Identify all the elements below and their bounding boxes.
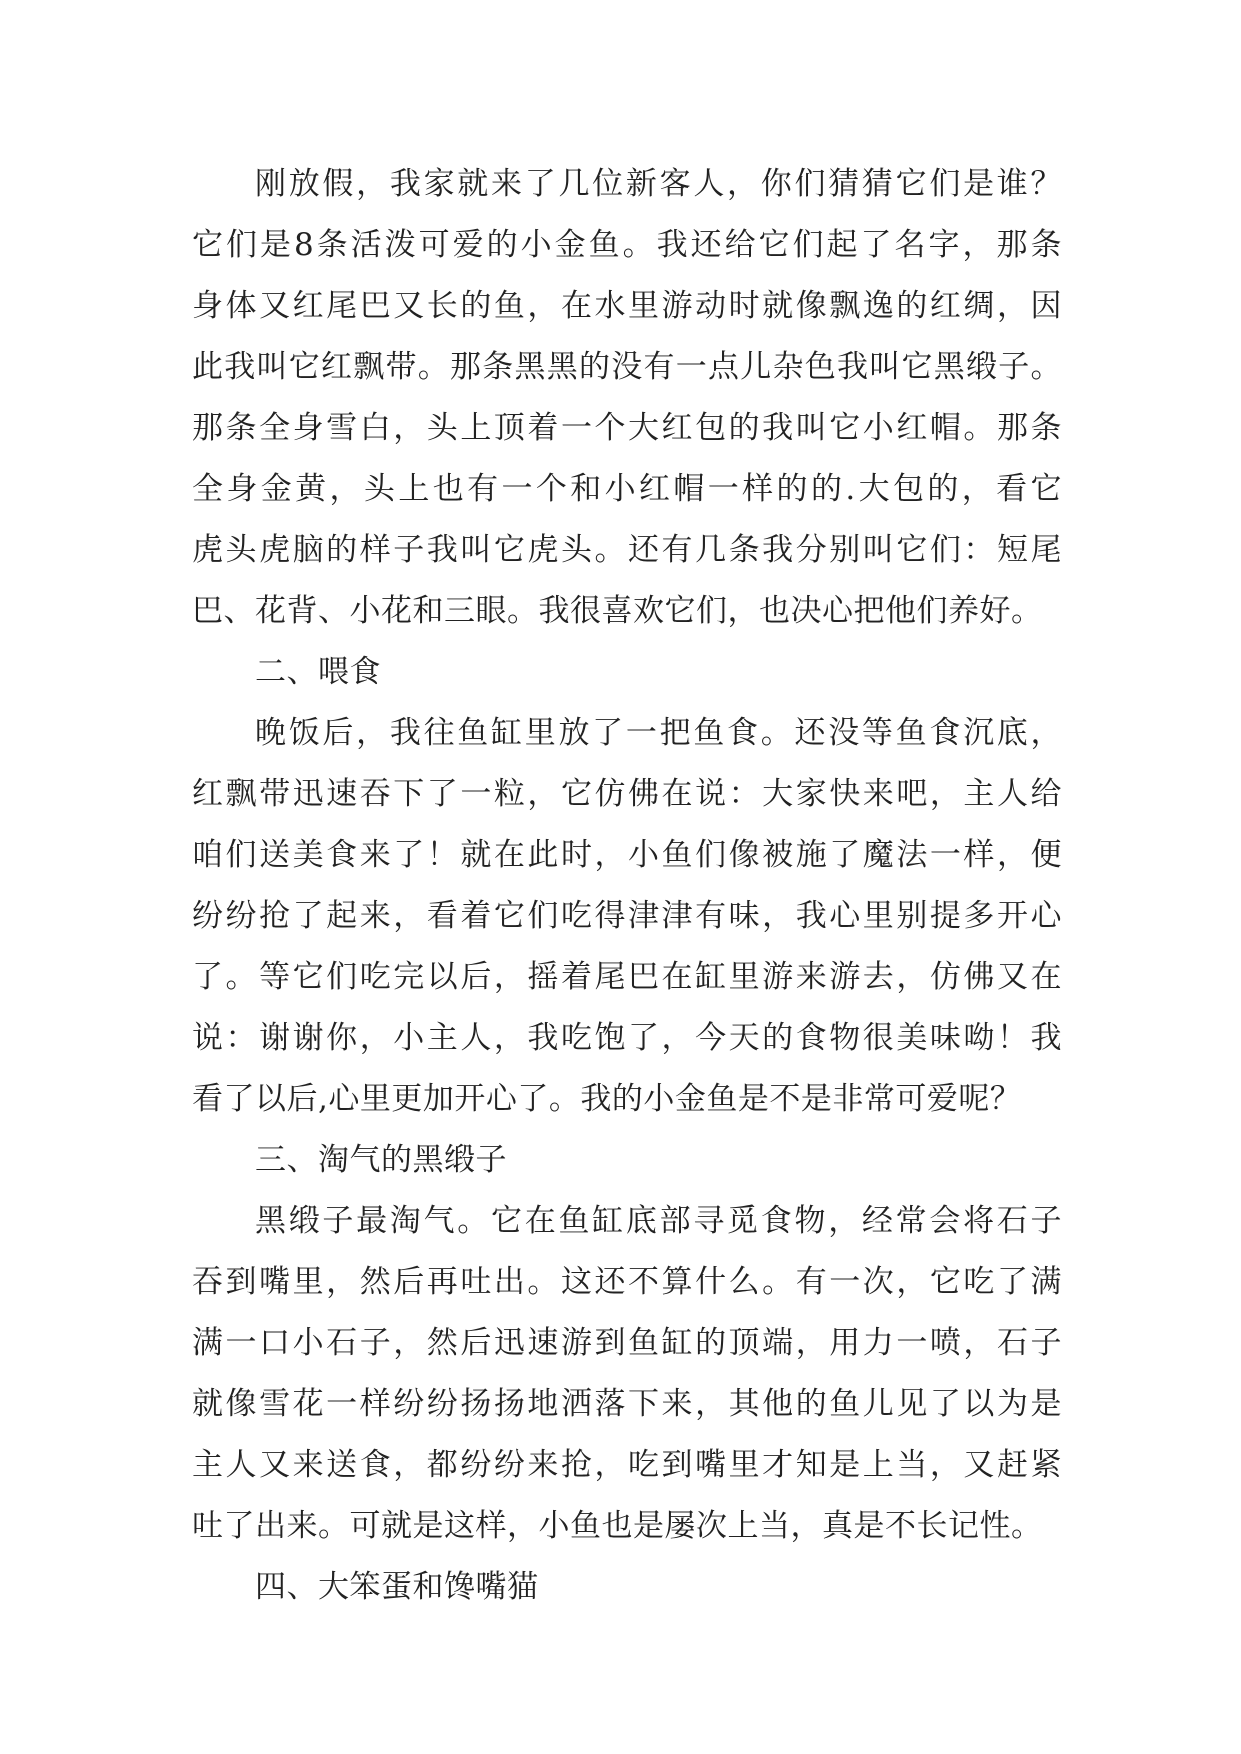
paragraph-line: 咱们送美食来了！就在此时，小鱼们像被施了魔法一样，便 — [192, 837, 1062, 873]
paragraph-line: 看了以后,心里更加开心了。我的小金鱼是不是非常可爱呢？ — [192, 1081, 1022, 1117]
paragraph-line: 那条全身雪白，头上顶着一个大红包的我叫它小红帽。那条 — [192, 410, 1062, 446]
section-heading: 四、大笨蛋和馋嘴猫 — [255, 1569, 539, 1605]
paragraph-line: 满一口小石子，然后迅速游到鱼缸的顶端，用力一喷，石子 — [192, 1325, 1062, 1361]
section-heading: 二、喂食 — [255, 654, 381, 690]
paragraph-line: 纷纷抢了起来，看着它们吃得津津有味，我心里别提多开心 — [192, 898, 1062, 934]
paragraph-line: 了。等它们吃完以后，摇着尾巴在缸里游来游去，仿佛又在 — [192, 959, 1062, 995]
paragraph-line: 虎头虎脑的样子我叫它虎头。还有几条我分别叫它们：短尾 — [192, 532, 1062, 568]
paragraph-line: 吞到嘴里，然后再吐出。这还不算什么。有一次，它吃了满 — [192, 1264, 1062, 1300]
section-heading: 三、淘气的黑缎子 — [255, 1142, 507, 1178]
paragraph-line: 吐了出来。可就是这样，小鱼也是屡次上当，真是不长记性。 — [192, 1508, 1043, 1544]
paragraph-line: 就像雪花一样纷纷扬扬地洒落下来，其他的鱼儿见了以为是 — [192, 1386, 1062, 1422]
paragraph-line: 它们是8条活泼可爱的小金鱼。我还给它们起了名字，那条 — [192, 227, 1062, 263]
paragraph-line: 红飘带迅速吞下了一粒，它仿佛在说：大家快来吧，主人给 — [192, 776, 1062, 812]
paragraph-line: 主人又来送食，都纷纷来抢，吃到嘴里才知是上当，又赶紧 — [192, 1447, 1062, 1483]
paragraph-line: 晚饭后，我往鱼缸里放了一把鱼食。还没等鱼食沉底， — [255, 715, 1062, 751]
paragraph-line: 全身金黄，头上也有一个和小红帽一样的的.大包的，看它 — [192, 471, 1062, 507]
paragraph-line: 此我叫它红飘带。那条黑黑的没有一点儿杂色我叫它黑缎子。 — [192, 349, 1062, 385]
paragraph-line: 黑缎子最淘气。它在鱼缸底部寻觅食物，经常会将石子 — [255, 1203, 1062, 1239]
paragraph-line: 说：谢谢你，小主人，我吃饱了，今天的食物很美味呦！我 — [192, 1020, 1062, 1056]
paragraph-line: 巴、花背、小花和三眼。我很喜欢它们，也决心把他们养好。 — [192, 593, 1043, 629]
paragraph-line: 身体又红尾巴又长的鱼，在水里游动时就像飘逸的红绸，因 — [192, 288, 1062, 324]
paragraph-line: 刚放假，我家就来了几位新客人，你们猜猜它们是谁？ — [255, 166, 1062, 202]
